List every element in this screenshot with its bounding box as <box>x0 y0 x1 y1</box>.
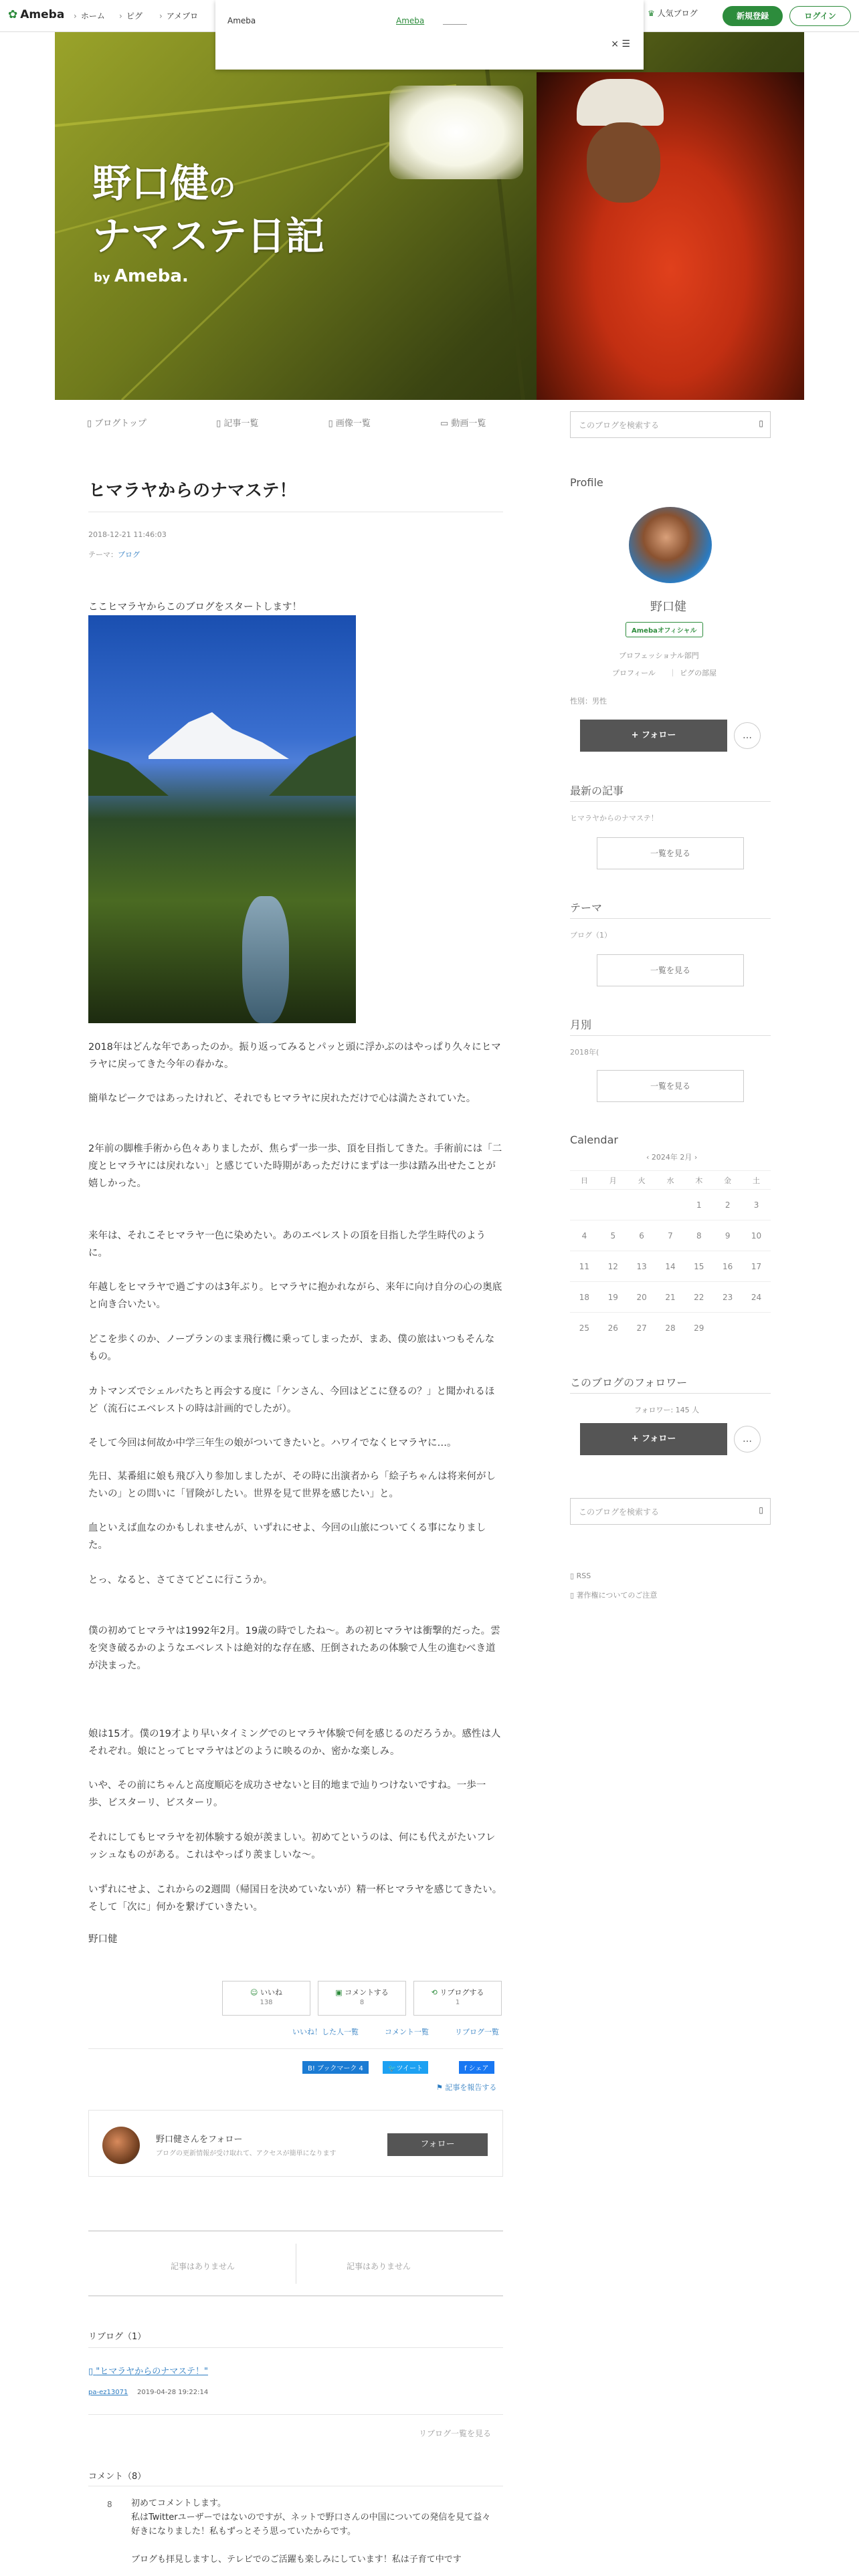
comment-line <box>131 2539 492 2553</box>
followers-count: フォロワー: 145 人 <box>634 1406 700 1414</box>
by-ameba <box>94 266 189 286</box>
calendar-day: 12 <box>599 1251 628 1282</box>
article-paragraph: とっ、なると、さてさてどこに行こうか。 <box>88 1575 273 1586</box>
weekday: 金 <box>713 1171 742 1190</box>
subnav-label: ブログトップ <box>94 419 147 429</box>
calendar-day: 23 <box>713 1282 742 1313</box>
theme-link[interactable]: ブログ <box>118 550 140 559</box>
article-paragraph: 僕の初めてヒマラヤは1992年2月。19歳の時でしたね〜。あの初ヒマラヤは衝撃的だった。雲を突き破るかのようなエベレストは絶対的な存在感、圧倒されたあの体験で人生の進むべき道が決まった。 <box>88 1626 500 1671</box>
calendar-day <box>628 1190 656 1220</box>
followers-more-button[interactable]: … <box>734 1426 761 1453</box>
sidebar-divider <box>570 918 771 919</box>
lantern-light <box>389 86 523 179</box>
comments-heading: コメント（8） <box>88 2472 147 2482</box>
search-icon[interactable]: ▯ <box>759 419 763 428</box>
bookmark-button[interactable] <box>302 2061 369 2074</box>
reblog-user-link[interactable]: pa-ez13071 <box>88 2389 128 2396</box>
subnav-articles[interactable]: ▯ 記事一覧 <box>216 419 259 429</box>
follow-card-desc: ブログの更新情報が受け取れて、アクセスが簡単になります <box>156 2150 337 2157</box>
latest-heading: 最新の記事 <box>570 784 624 797</box>
reblog-icon: ⟲ <box>431 1988 438 1997</box>
theme-label: テーマ： <box>88 550 118 559</box>
reblog-heading: リブログ（1） <box>88 2332 147 2342</box>
weekday: 土 <box>742 1171 771 1190</box>
comment-button[interactable] <box>318 1981 406 2016</box>
calendar-day <box>742 1313 771 1344</box>
month-see-all-button[interactable]: 一覧を見る <box>597 1070 744 1102</box>
brand-text: Ameba. <box>114 266 189 286</box>
reblog-divider <box>88 2347 503 2348</box>
ad-popup <box>215 0 644 70</box>
pigg-room-link[interactable]: ピグの部屋 <box>680 669 717 677</box>
reblog-list-link[interactable]: リブログ一覧 <box>455 2028 499 2036</box>
bookmark-label: B! ブックマーク <box>308 2065 357 2072</box>
reblog-item-link[interactable] <box>88 2364 208 2377</box>
signup-button[interactable]: 新規登録 <box>723 6 783 26</box>
calendar-week <box>570 1190 771 1220</box>
separator: ｜ <box>669 669 676 677</box>
calendar-day <box>713 1313 742 1344</box>
popup-link[interactable]: Ameba <box>396 16 425 25</box>
comment-count: 8 <box>359 1999 365 2006</box>
latest-article-link[interactable]: ヒマラヤからのナマステ！ <box>570 814 658 823</box>
article-paragraph: どこを歩くのか、ノープランのまま飛行機に乗ってしまったが、まあ、僕の旅はいつもそんなもの。 <box>88 1334 495 1362</box>
popular-label: 人気ブログ <box>657 9 698 18</box>
calendar-day: 11 <box>570 1251 599 1282</box>
ameba-leaf-icon: ✿ <box>8 8 18 21</box>
calendar-day: 28 <box>656 1313 685 1344</box>
blog-subnav <box>87 416 553 429</box>
weekday: 火 <box>628 1171 656 1190</box>
nav-home[interactable]: › ホーム <box>74 10 105 21</box>
profile-link[interactable]: プロフィール <box>612 669 656 677</box>
latest-see-all-button[interactable]: 一覧を見る <box>597 837 744 869</box>
calendar-day: 20 <box>628 1282 656 1313</box>
calendar-day: 1 <box>684 1190 713 1220</box>
calendar-day: 8 <box>684 1220 713 1251</box>
calendar-day: 14 <box>656 1251 685 1282</box>
calendar-month <box>646 1152 697 1162</box>
copyright-link[interactable] <box>570 1590 657 1600</box>
smile-icon: ☺ <box>250 1988 258 1997</box>
weekday: 水 <box>656 1171 685 1190</box>
logo-text: Ameba <box>20 8 65 21</box>
calendar-day: 16 <box>713 1251 742 1282</box>
himalaya-photo[interactable] <box>88 615 356 1023</box>
article-paragraph: それにしてもヒマラヤを初体験する娘が羨ましい。初めてというのは、何にも代えがたいフレッシュなものがある。これはやっぱり羨ましいな〜。 <box>88 1832 496 1860</box>
article-paragraph: 娘は15才。僕の19才より早いタイミングでのヒマラヤ体験で何を感じるのだろうか。感性は人それぞれ。娘にとってヒマラヤはどのように映るのか、密かな楽しみ。 <box>88 1729 501 1757</box>
article-paragraph: 血といえば血なのかもしれませんが、いずれにせよ、今回の山旅についてくる事になりました。 <box>88 1523 486 1551</box>
calendar-day: 6 <box>628 1220 656 1251</box>
followers-follow-button[interactable]: + フォロー <box>580 1423 727 1455</box>
comment-number: 8 <box>107 2500 112 2509</box>
calendar-day: 17 <box>742 1251 771 1282</box>
article-paragraph: そして今回は何故か中学三年生の娘がついてきたいと。ハワイでなくヒマラヤに…。 <box>88 1438 457 1448</box>
title-diary: ナマステ日記 <box>92 213 324 259</box>
calendar-week <box>570 1313 771 1344</box>
article-paragraph: いずれにせよ、これからの2週間（帰国日を決めていないが）精一杯ヒマラヤを感じてきたい。そして「次に」何かを繋げていきたい。 <box>88 1885 502 1913</box>
article-paragraph: 年越しをヒマラヤで過ごすのは3年ぶり。ヒマラヤに抱かれながら、来年に向け自分の心の奥底と向き合いたい。 <box>88 1282 502 1310</box>
calendar-week <box>570 1220 771 1251</box>
comment-body <box>131 2496 492 2567</box>
comment-icon: ▣ <box>335 1988 343 1997</box>
like-list-link[interactable]: いいね！した人一覧 <box>292 2028 359 2036</box>
follow-button[interactable]: フォロー <box>387 2133 488 2156</box>
copyright-label: 著作権についてのご注意 <box>576 1591 658 1600</box>
calendar-day: 24 <box>742 1282 771 1313</box>
climber-hat <box>577 79 664 126</box>
profile-category: プロフェッショナル部門 <box>619 651 699 660</box>
close-icon: × <box>611 39 619 49</box>
month-heading: 月別 <box>570 1018 592 1031</box>
reblog-button[interactable] <box>413 1981 502 2016</box>
fb-label: シェア <box>468 2065 489 2072</box>
calendar-day: 10 <box>742 1220 771 1251</box>
calendar-day: 26 <box>599 1313 628 1344</box>
rss-icon: ▯ <box>570 1572 575 1580</box>
article-paragraph: 来年は、それこそヒマラヤ一色に染めたい。あのエベレストの頂を目指した学生時代のように。 <box>88 1230 486 1259</box>
doc-icon: ▯ <box>88 2367 94 2377</box>
twitter-icon: 🐦 <box>388 2065 397 2072</box>
prev-month-icon[interactable]: ‹ <box>646 1153 650 1162</box>
article-paragraph: 2018年はどんな年であったのか。振り返ってみるとパッと頭に浮かぶのはやっぱり久々にヒマラヤに戻ってきた今年の春かな。 <box>88 1042 501 1070</box>
comment-label: コメントする <box>345 1988 389 1997</box>
article-date: 2018-12-21 11:46:03 <box>88 530 167 539</box>
calendar-weekdays <box>570 1171 771 1190</box>
calendar-day <box>599 1190 628 1220</box>
theme-heading: テーマ <box>570 901 603 914</box>
sidebar-divider <box>570 1393 771 1394</box>
popup-underline <box>443 24 467 25</box>
calendar-day <box>656 1190 685 1220</box>
popup-close-button[interactable]: × ☰ <box>611 39 630 49</box>
subnav-blog-top[interactable]: ▯ ブログトップ <box>87 419 147 429</box>
article-signature: 野口健 <box>88 1934 118 1945</box>
calendar-day: 3 <box>742 1190 771 1220</box>
calendar-day: 9 <box>713 1220 742 1251</box>
calendar-day: 13 <box>628 1251 656 1282</box>
facebook-icon: f <box>464 2065 467 2072</box>
rss-label: RSS <box>576 1572 591 1580</box>
subnav-images[interactable]: ▯ 画像一覧 <box>328 419 371 429</box>
title-name: 野口健 <box>92 160 209 206</box>
calendar-week <box>570 1282 771 1313</box>
weekday: 日 <box>570 1171 599 1190</box>
subnav-videos[interactable]: ▭ 動画一覧 <box>440 419 486 429</box>
profile-avatar[interactable] <box>629 507 712 583</box>
popular-blog-link[interactable] <box>648 7 698 19</box>
article-paragraph: カトマンズでシェルパたちと再会する度に「ケンさん、今回はどこに登るの？」と聞かれるほど（流石にエベレストの時は計画的でしたが）。 <box>88 1386 495 1414</box>
tweet-label: ツイート <box>396 2065 423 2072</box>
calendar-day: 15 <box>684 1251 713 1282</box>
weekday: 月 <box>599 1171 628 1190</box>
subnav-label: 記事一覧 <box>223 419 259 429</box>
calendar-week <box>570 1251 771 1282</box>
river <box>242 896 289 1023</box>
article-theme <box>88 549 140 560</box>
flag-icon: ⚑ <box>436 2083 443 2092</box>
next-month-icon[interactable]: › <box>694 1153 698 1162</box>
nav-ameblo[interactable]: › アメブロ <box>159 10 198 21</box>
calendar-day: 2 <box>713 1190 742 1220</box>
prevnext-divider <box>88 2230 503 2232</box>
calendar-day: 21 <box>656 1282 685 1313</box>
login-button[interactable]: ログイン <box>789 6 851 26</box>
calendar-day: 4 <box>570 1220 599 1251</box>
tweet-button[interactable] <box>383 2061 428 2074</box>
calendar-day: 19 <box>599 1282 628 1313</box>
prevnext-divider-bottom <box>88 2295 503 2296</box>
blog-title <box>92 159 324 260</box>
reblog-date: 2019-04-28 19:22:14 <box>137 2389 209 2396</box>
official-badge: Amebaオフィシャル <box>626 622 703 637</box>
calendar-day: 5 <box>599 1220 628 1251</box>
next-article: 記事はありません <box>347 2262 411 2271</box>
article-paragraph: 2年前の脚椎手術から色々ありましたが、焦らず一歩一歩、頂を目指してきた。手術前には「二度とヒマラヤには戻れない」と感じていた時期があっただけにまずは一歩は踏み出せたことが嬉しかった。 <box>88 1144 502 1189</box>
sidebar-search-input[interactable] <box>570 1498 771 1525</box>
calendar-day: 25 <box>570 1313 599 1344</box>
follow-card-name: 野口健さんをフォロー <box>156 2135 243 2145</box>
calendar-day: 7 <box>656 1220 685 1251</box>
bookmark-count: 4 <box>359 2065 363 2072</box>
search-icon[interactable]: ▯ <box>759 1505 763 1515</box>
comment-list-link[interactable]: コメント一覧 <box>385 2028 429 2036</box>
weekday: 木 <box>684 1171 713 1190</box>
profile-name: 野口健 <box>650 600 686 614</box>
reblog-divider-bottom <box>88 2414 503 2415</box>
profile-gender: 性別：男性 <box>570 697 607 706</box>
copyright-icon: ▯ <box>570 1591 575 1600</box>
calendar-day: 18 <box>570 1282 599 1313</box>
title-particle: の <box>209 173 236 203</box>
calendar-day: 27 <box>628 1313 656 1344</box>
article-title: ヒマラヤからのナマステ！ <box>88 481 297 501</box>
crown-icon: ♛ <box>648 9 655 18</box>
facebook-share-button[interactable] <box>459 2061 494 2074</box>
prev-article: 記事はありません <box>171 2262 235 2271</box>
climber-face <box>587 122 660 203</box>
popup-label: Ameba <box>227 16 256 25</box>
calendar-heading: Calendar <box>570 1134 618 1146</box>
subnav-label: 画像一覧 <box>335 419 371 429</box>
reblog-more-link[interactable]: リブログ一覧を見る <box>419 2429 492 2438</box>
article-paragraph: 簡単なピークではあったけれど、それでもヒマラヤに戻れただけで心は満たされていた。 <box>88 1093 476 1104</box>
snow-peak <box>88 695 356 796</box>
nav-pigg[interactable]: › ピグ <box>119 10 142 21</box>
month-2018-link[interactable]: 2018年( <box>570 1048 599 1057</box>
subnav-label: 動画一覧 <box>451 419 486 429</box>
report-link[interactable] <box>436 2082 496 2092</box>
search-placeholder: このブログを検索する <box>579 421 660 430</box>
by-text: by <box>94 271 110 285</box>
blog-header-image <box>55 32 804 400</box>
sidebar-divider <box>570 801 771 802</box>
report-label: 記事を報告する <box>445 2083 497 2092</box>
like-label: いいね <box>260 1988 282 1997</box>
theme-blog-link[interactable]: ブログ（1） <box>570 931 611 940</box>
blog-search-input[interactable] <box>570 411 771 438</box>
sidebar-divider <box>570 1035 771 1036</box>
article-intro: ここヒマラヤからこのブログをスタートします！ <box>88 602 302 613</box>
rss-link[interactable] <box>570 1572 591 1580</box>
like-button[interactable] <box>222 1981 310 2016</box>
reblog-label: リブログする <box>440 1988 484 1997</box>
follow-card <box>88 2110 503 2177</box>
avatar <box>102 2127 140 2164</box>
article-paragraph: 先日、某番組に娘も飛び入り参加しましたが、その時に出演者から「絵子ちゃんは将来何がしたいの」との問いに「冒険がしたい。世界を見て世界を感じたい」と。 <box>88 1471 496 1499</box>
calendar-month-label: 2024年 2月 <box>651 1153 692 1162</box>
calendar-table <box>570 1170 771 1344</box>
like-count: 138 <box>260 1999 273 2006</box>
comment-line: 私はTwitterユーザーではないのですが、ネットで野口さんの中国についての発信を見て益々好きになりました！私もずっとそう思っていたからです。 <box>131 2512 491 2537</box>
actions-divider <box>88 2048 503 2049</box>
followers-heading: このブログのフォロワー <box>570 1376 688 1389</box>
theme-see-all-button[interactable]: 一覧を見る <box>597 954 744 986</box>
sidebar-follow-button[interactable]: + フォロー <box>580 720 727 752</box>
calendar-day <box>570 1190 599 1220</box>
more-options-button[interactable]: … <box>734 722 761 749</box>
article-paragraph: いや、その前にちゃんと高度順応を成功させないと目的地まで辿りつけないですね。一歩一歩、ビスターリ、ビスターリ。 <box>88 1780 486 1808</box>
reblog-item-title: "ヒマラヤからのナマステ！" <box>96 2367 208 2377</box>
ameba-logo[interactable] <box>8 8 64 21</box>
calendar-day: 29 <box>684 1313 713 1344</box>
profile-heading: Profile <box>570 476 603 489</box>
reblog-count: 1 <box>455 1999 460 2006</box>
comment-line: 初めてコメントします。 <box>131 2498 226 2508</box>
search-placeholder: このブログを検索する <box>579 1507 660 1517</box>
comment-line: ブログも拝見しますし、テレビでのご活躍も楽しみにしています！私は子育て中です <box>131 2555 462 2565</box>
calendar-day: 22 <box>684 1282 713 1313</box>
